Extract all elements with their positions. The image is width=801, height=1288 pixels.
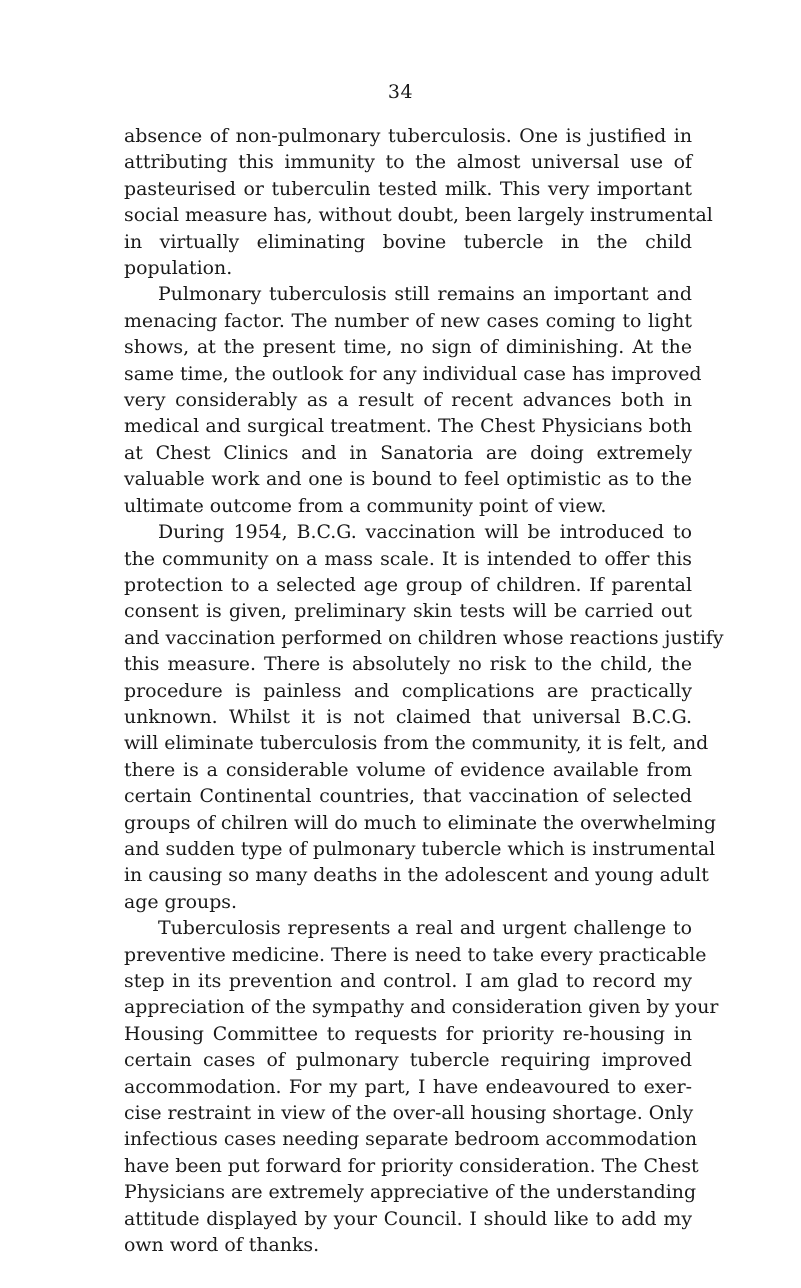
text-line: social measure has, without doubt, been largely instrumental bbox=[124, 204, 713, 227]
text-line: menacing factor. The number of new cases coming to light bbox=[124, 309, 692, 332]
text-line: attitude displayed by your Council. I should like to add my bbox=[124, 1207, 692, 1230]
paragraph-1 bbox=[124, 123, 713, 281]
text-line: valuable work and one is bound to feel optimistic as to the bbox=[124, 468, 692, 491]
text-line: very considerably as a result of recent advances both in bbox=[124, 389, 692, 412]
page-number: 34 bbox=[387, 81, 414, 103]
text-line: pasteurised or tuberculin tested milk. This very important bbox=[124, 177, 692, 200]
text-line: same time, the outlook for any individual case has improved bbox=[124, 362, 702, 385]
text-line: own word of thanks. bbox=[124, 1234, 320, 1257]
text-line: the community on a mass scale. It is intended to offer this bbox=[124, 547, 692, 570]
text-line: During 1954, B.C.G. vaccination will be introduced to bbox=[158, 521, 692, 544]
text-line: procedure is painless and complications are practically bbox=[124, 679, 692, 702]
text-line: consent is given, preliminary skin tests will be carried out bbox=[124, 600, 692, 623]
text-line: attributing this immunity to the almost universal use of bbox=[124, 151, 692, 174]
paragraph-4 bbox=[124, 915, 719, 1258]
text-line: shows, at the present time, no sign of diminishing. At the bbox=[124, 336, 692, 359]
text-line: will eliminate tuberculosis from the community, it is felt, and bbox=[124, 732, 709, 755]
text-line: appreciation of the sympathy and consideration given by your bbox=[124, 996, 719, 1019]
text-line: there is a considerable volume of evidence available from bbox=[124, 758, 692, 781]
text-line: cise restraint in view of the over-all housing shortage. Only bbox=[124, 1102, 694, 1125]
text-line: absence of non-pulmonary tuberculosis. One is justified in bbox=[124, 125, 692, 147]
text-line: ultimate outcome from a community point of view. bbox=[124, 494, 607, 517]
text-line: at Chest Clinics and in Sanatoria are doing extremely bbox=[124, 441, 692, 464]
text-line: medical and surgical treatment. The Chest Physicians both bbox=[124, 415, 692, 438]
text-line: groups of chilren will do much to eliminate the overwhelming bbox=[124, 811, 716, 834]
text-line: age groups. bbox=[124, 890, 237, 913]
text-line: certain cases of pulmonary tubercle requiring improved bbox=[124, 1049, 692, 1072]
text-line: protection to a selected age group of children. If parental bbox=[124, 573, 692, 596]
text-line: in virtually eliminating bovine tubercle in the child bbox=[124, 230, 692, 253]
text-line: and vaccination performed on children whose reactions justify bbox=[124, 626, 724, 649]
text-line: this measure. There is absolutely no risk to the child, the bbox=[124, 653, 692, 676]
paragraph-2 bbox=[124, 281, 702, 519]
text-line: unknown. Whilst it is not claimed that universal B.C.G. bbox=[124, 705, 692, 728]
text-line: have been put forward for priority consideration. The Chest bbox=[124, 1154, 699, 1177]
body-text bbox=[124, 123, 724, 1258]
text-line: population. bbox=[124, 257, 233, 280]
text-line: Housing Committee to requests for priority re-housing in bbox=[124, 1022, 692, 1045]
text-line: in causing so many deaths in the adolescent and young adult bbox=[124, 864, 709, 887]
text-line: step in its prevention and control. I am glad to record my bbox=[124, 970, 692, 992]
text-line: certain Continental countries, that vaccination of selected bbox=[124, 785, 692, 808]
text-line: preventive medicine. There is need to take every practicable bbox=[124, 943, 707, 966]
paragraph-3 bbox=[124, 519, 724, 915]
text-line: and sudden type of pulmonary tubercle which is instrumental bbox=[124, 837, 716, 860]
text-line: infectious cases needing separate bedroom accommodation bbox=[124, 1128, 698, 1151]
text-line: accommodation. For my part, I have endeavoured to exer- bbox=[124, 1075, 692, 1098]
text-line: Pulmonary tuberculosis still remains an important and bbox=[158, 283, 692, 306]
text-line: Physicians are extremely appreciative of the understanding bbox=[124, 1181, 697, 1204]
text-line: Tuberculosis represents a real and urgent challenge to bbox=[158, 917, 692, 940]
